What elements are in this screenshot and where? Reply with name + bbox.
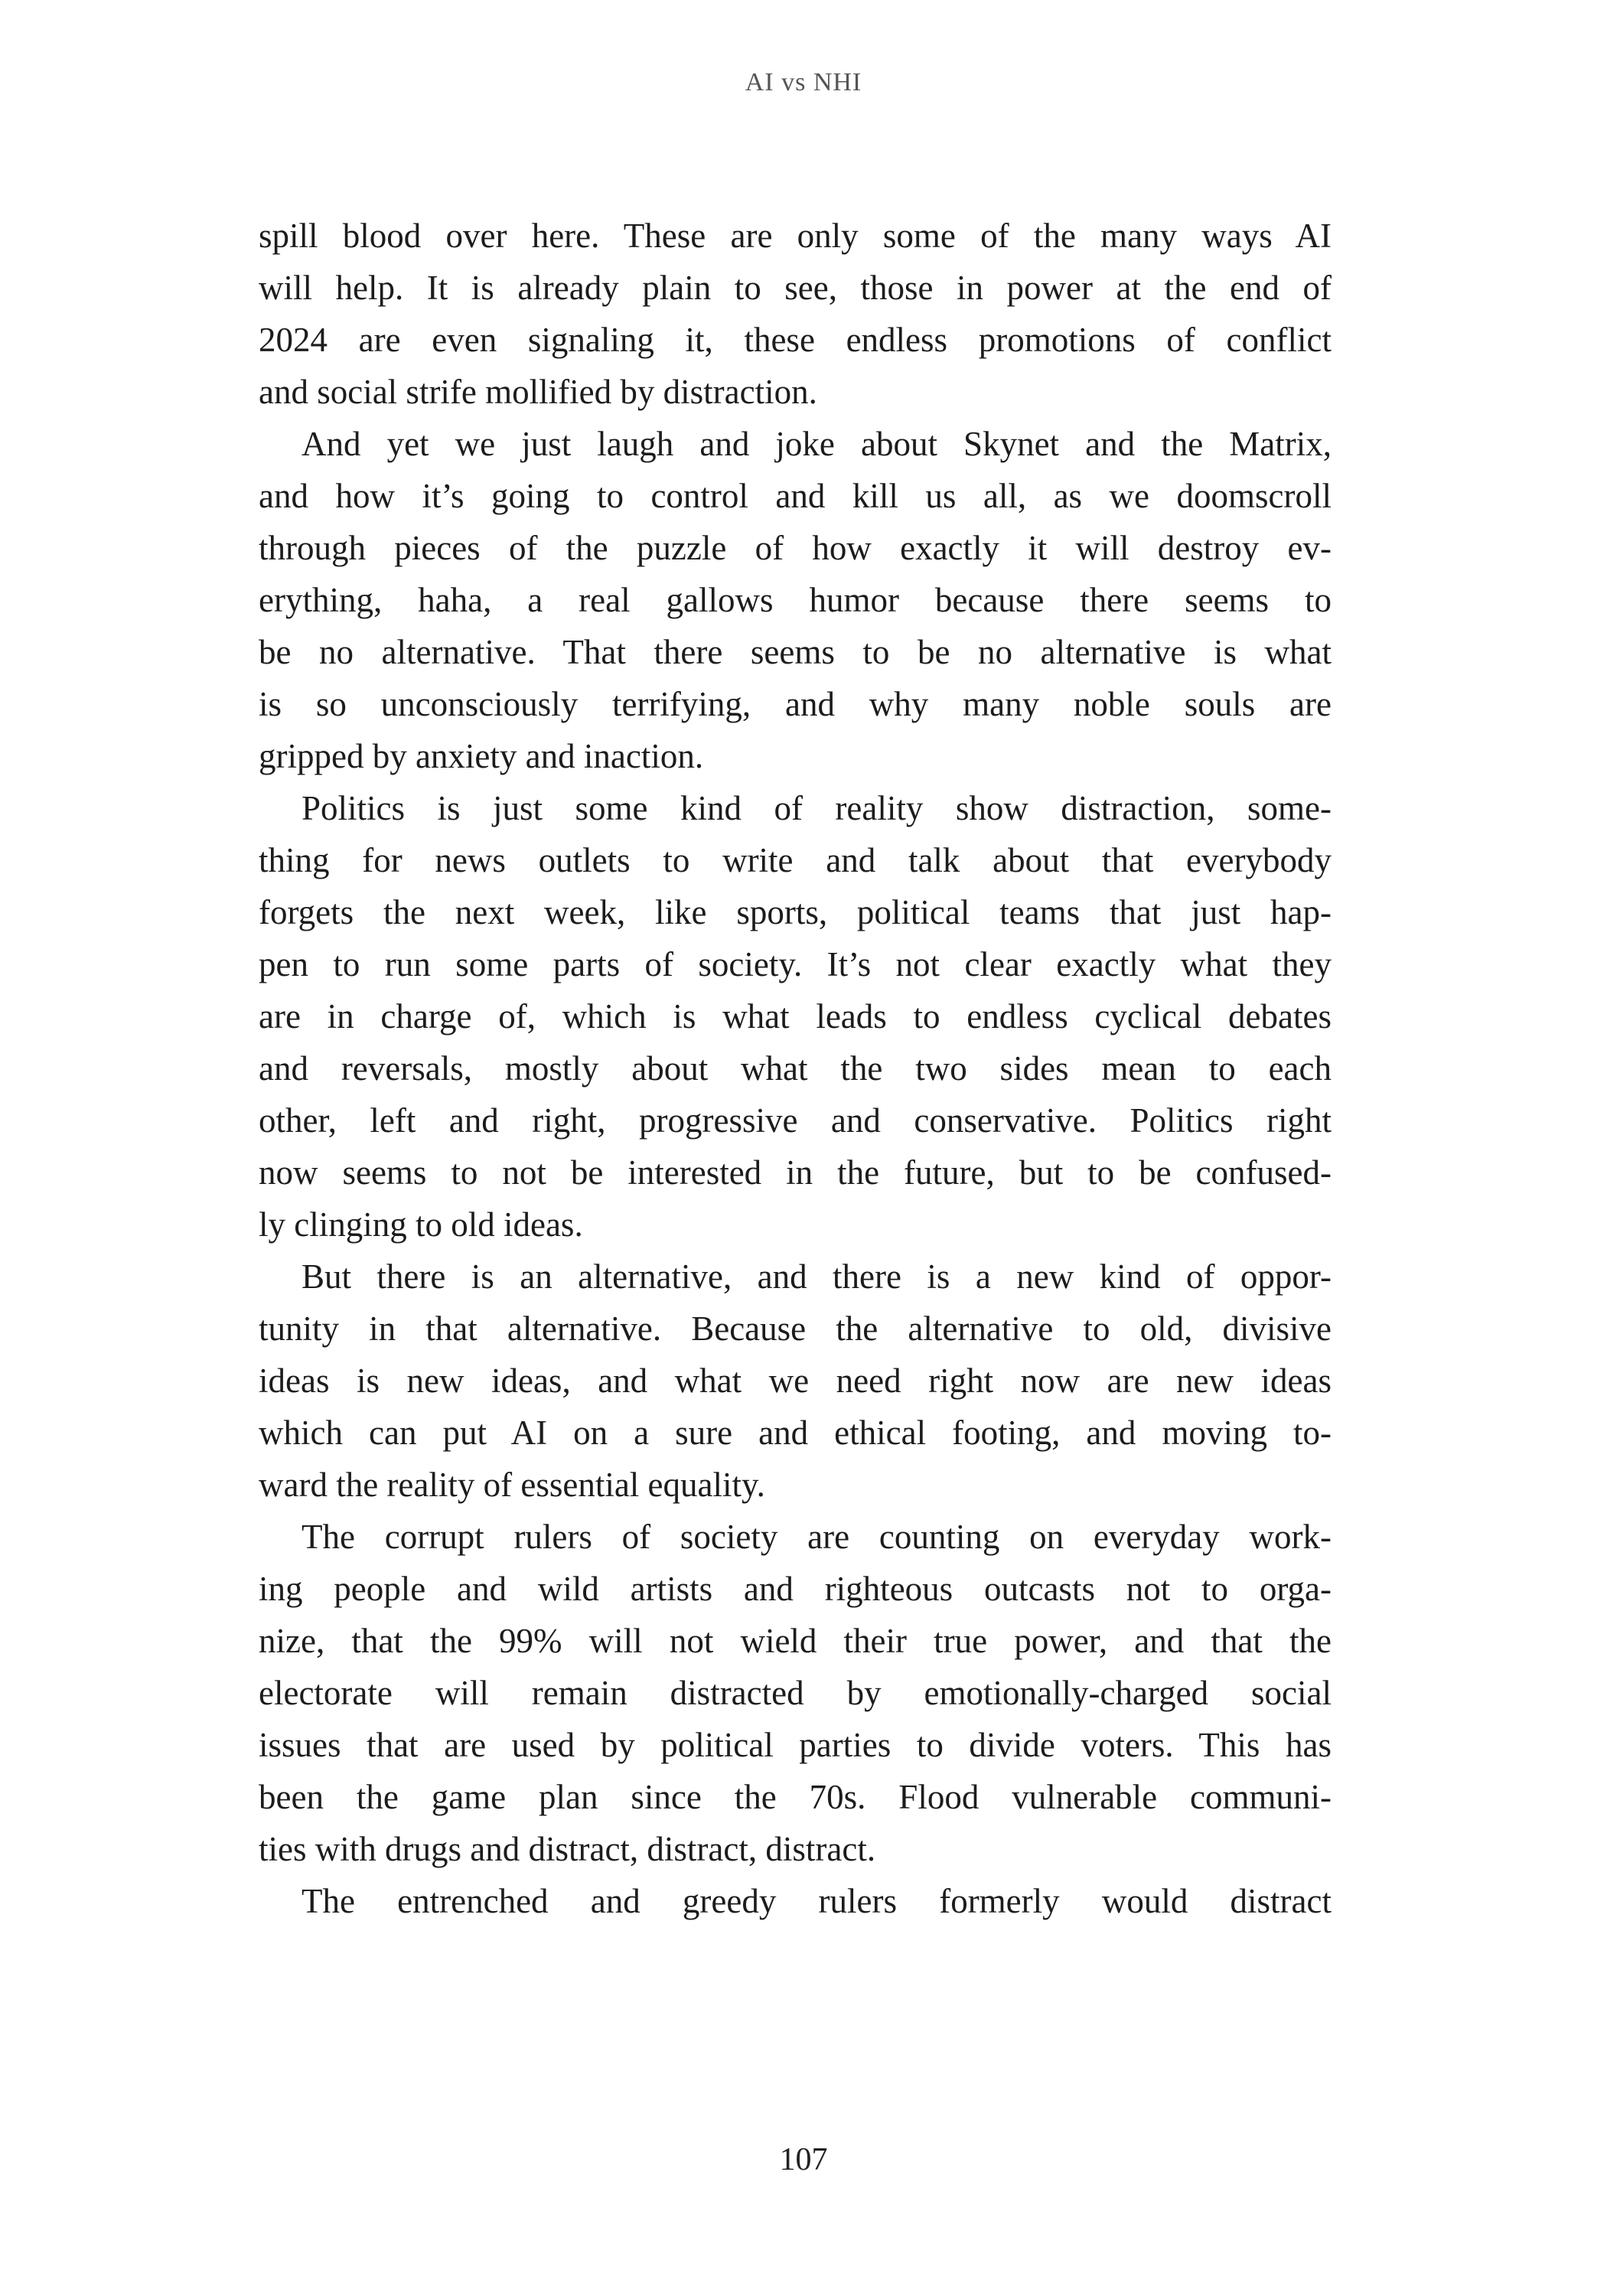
text-line: forgets the next week, like sports, political teams that just hap- xyxy=(259,893,1332,931)
text-line: and reversals, mostly about what the two sides mean to each xyxy=(259,1049,1332,1088)
text-line: is so unconsciously terrifying, and why many noble souls are xyxy=(259,685,1332,723)
paragraph xyxy=(259,210,1332,418)
text-line: tunity in that alternative. Because the alternative to old, divisive xyxy=(259,1309,1332,1348)
text-line: are in charge of, which is what leads to endless cyclical debates xyxy=(259,997,1332,1035)
text-line: which can put AI on a sure and ethical footing, and moving to- xyxy=(259,1414,1332,1452)
text-line: be no alternative. That there seems to be no alternative is what xyxy=(259,633,1332,671)
text-line: But there is an alternative, and there is a new kind of oppor- xyxy=(302,1257,1332,1296)
paragraph xyxy=(259,1511,1332,1875)
running-header: AI vs NHI xyxy=(745,68,862,96)
text-line: nize, that the 99% will not wield their true power, and that the xyxy=(259,1622,1332,1660)
text-line: ties with drugs and distract, distract, distract. xyxy=(259,1830,876,1868)
paragraph xyxy=(259,1875,1332,1927)
paragraph xyxy=(259,1251,1332,1511)
text-line: The entrenched and greedy rulers formerly would distract xyxy=(302,1882,1332,1920)
text-line: 2024 are even signaling it, these endless promotions of conflict xyxy=(259,321,1332,359)
paragraph xyxy=(259,418,1332,782)
text-line: ward the reality of essential equality. xyxy=(259,1466,765,1504)
text-line: The corrupt rulers of society are counting on everyday work- xyxy=(302,1518,1332,1556)
text-line: now seems to not be interested in the future, but to be confused- xyxy=(259,1153,1332,1192)
text-line: Politics is just some kind of reality show distraction, some- xyxy=(302,789,1332,827)
page-number: 107 xyxy=(779,2142,828,2177)
text-line: thing for news outlets to write and talk about that everybody xyxy=(259,841,1332,879)
text-line: through pieces of the puzzle of how exactly it will destroy ev- xyxy=(259,529,1332,567)
text-line: issues that are used by political parties to divide voters. This has xyxy=(259,1726,1332,1764)
text-line: And yet we just laugh and joke about Skynet and the Matrix, xyxy=(302,425,1332,463)
text-line: erything, haha, a real gallows humor because there seems to xyxy=(259,581,1332,619)
text-line: pen to run some parts of society. It’s not clear exactly what they xyxy=(259,945,1332,983)
text-line: other, left and right, progressive and conservative. Politics right xyxy=(259,1101,1332,1140)
text-line: electorate will remain distracted by emotionally-charged social xyxy=(259,1674,1332,1712)
text-line: and social strife mollified by distraction. xyxy=(259,373,817,411)
text-line: ing people and wild artists and righteous outcasts not to orga- xyxy=(259,1570,1332,1608)
text-line: ideas is new ideas, and what we need right now are new ideas xyxy=(259,1362,1332,1400)
text-line: been the game plan since the 70s. Flood vulnerable communi- xyxy=(259,1778,1332,1816)
text-line: ly clinging to old ideas. xyxy=(259,1205,583,1244)
text-line: and how it’s going to control and kill us all, as we doomscroll xyxy=(259,477,1332,515)
paragraph xyxy=(259,782,1332,1251)
text-line: will help. It is already plain to see, those in power at the end of xyxy=(259,269,1332,307)
body-text xyxy=(259,210,1332,1927)
text-line: gripped by anxiety and inaction. xyxy=(259,737,704,775)
text-line: spill blood over here. These are only some of the many ways AI xyxy=(259,217,1332,255)
